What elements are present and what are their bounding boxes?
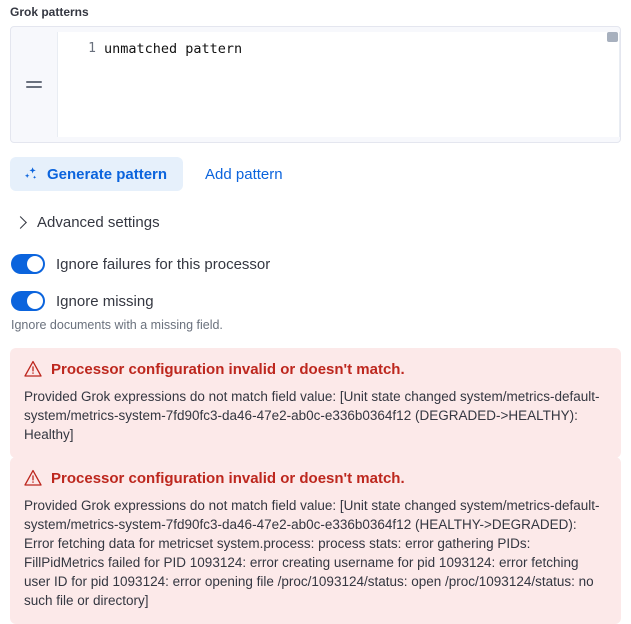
sparkle-icon <box>23 166 39 182</box>
toggle-ignore-failures[interactable] <box>11 254 270 274</box>
chevron-right-icon <box>14 216 27 229</box>
pattern-actions <box>10 157 293 191</box>
ignore-missing-help-text: Ignore documents with a missing field. <box>11 318 223 332</box>
error-callout <box>10 457 621 624</box>
drag-handle-icon[interactable] <box>11 27 57 142</box>
toggle-switch[interactable] <box>11 254 45 274</box>
add-pattern-button[interactable]: Add pattern <box>195 158 293 191</box>
error-callout-body: Provided Grok expressions do not match field value: [Unit state changed system/metrics-default-system/metrics-system-7fd90fc3-da46-47e2-ab0c-e336b0364f12 (DEGRADED->HEALTHY): Healthy] <box>24 389 600 442</box>
toggle-label: Ignore failures for this processor <box>56 255 271 273</box>
error-callout <box>10 348 621 458</box>
generate-pattern-button[interactable] <box>10 157 183 191</box>
code-editor-area[interactable] <box>57 32 620 137</box>
toggle-label: Ignore missing <box>56 292 154 310</box>
field-label: Grok patterns <box>10 5 89 19</box>
warning-icon <box>24 469 42 487</box>
error-callout-body: Provided Grok expressions do not match field value: [Unit state changed system/metrics-default-system/metrics-system-7fd90fc3-da46-47e2-ab0c-e336b0364f12 (HEALTHY->DEGRADED): Error fetching data for metricset system.process: process stats: error gathering PIDs: FillPidMetrics failed for PID 1093124: error creating username for pid 1093124: error fetching user ID for pid 1093124: error opening file /proc/1093124/status: open /proc/1093124/status: no such file or directory] <box>24 498 600 608</box>
toggle-ignore-missing[interactable] <box>11 291 154 311</box>
advanced-settings-toggle[interactable] <box>14 214 160 231</box>
error-callout-title: Processor configuration invalid or doesn't match. <box>51 360 405 378</box>
code-content[interactable]: unmatched pattern <box>104 41 243 57</box>
grok-pattern-editor[interactable] <box>10 26 621 143</box>
warning-icon <box>24 360 42 378</box>
toggle-switch[interactable] <box>11 291 45 311</box>
generate-pattern-label: Generate pattern <box>47 165 168 183</box>
advanced-settings-label: Advanced settings <box>37 214 160 231</box>
error-callout-title: Processor configuration invalid or doesn't match. <box>51 469 405 487</box>
editor-scrollbar[interactable] <box>607 32 618 42</box>
line-number: 1 <box>88 41 96 56</box>
